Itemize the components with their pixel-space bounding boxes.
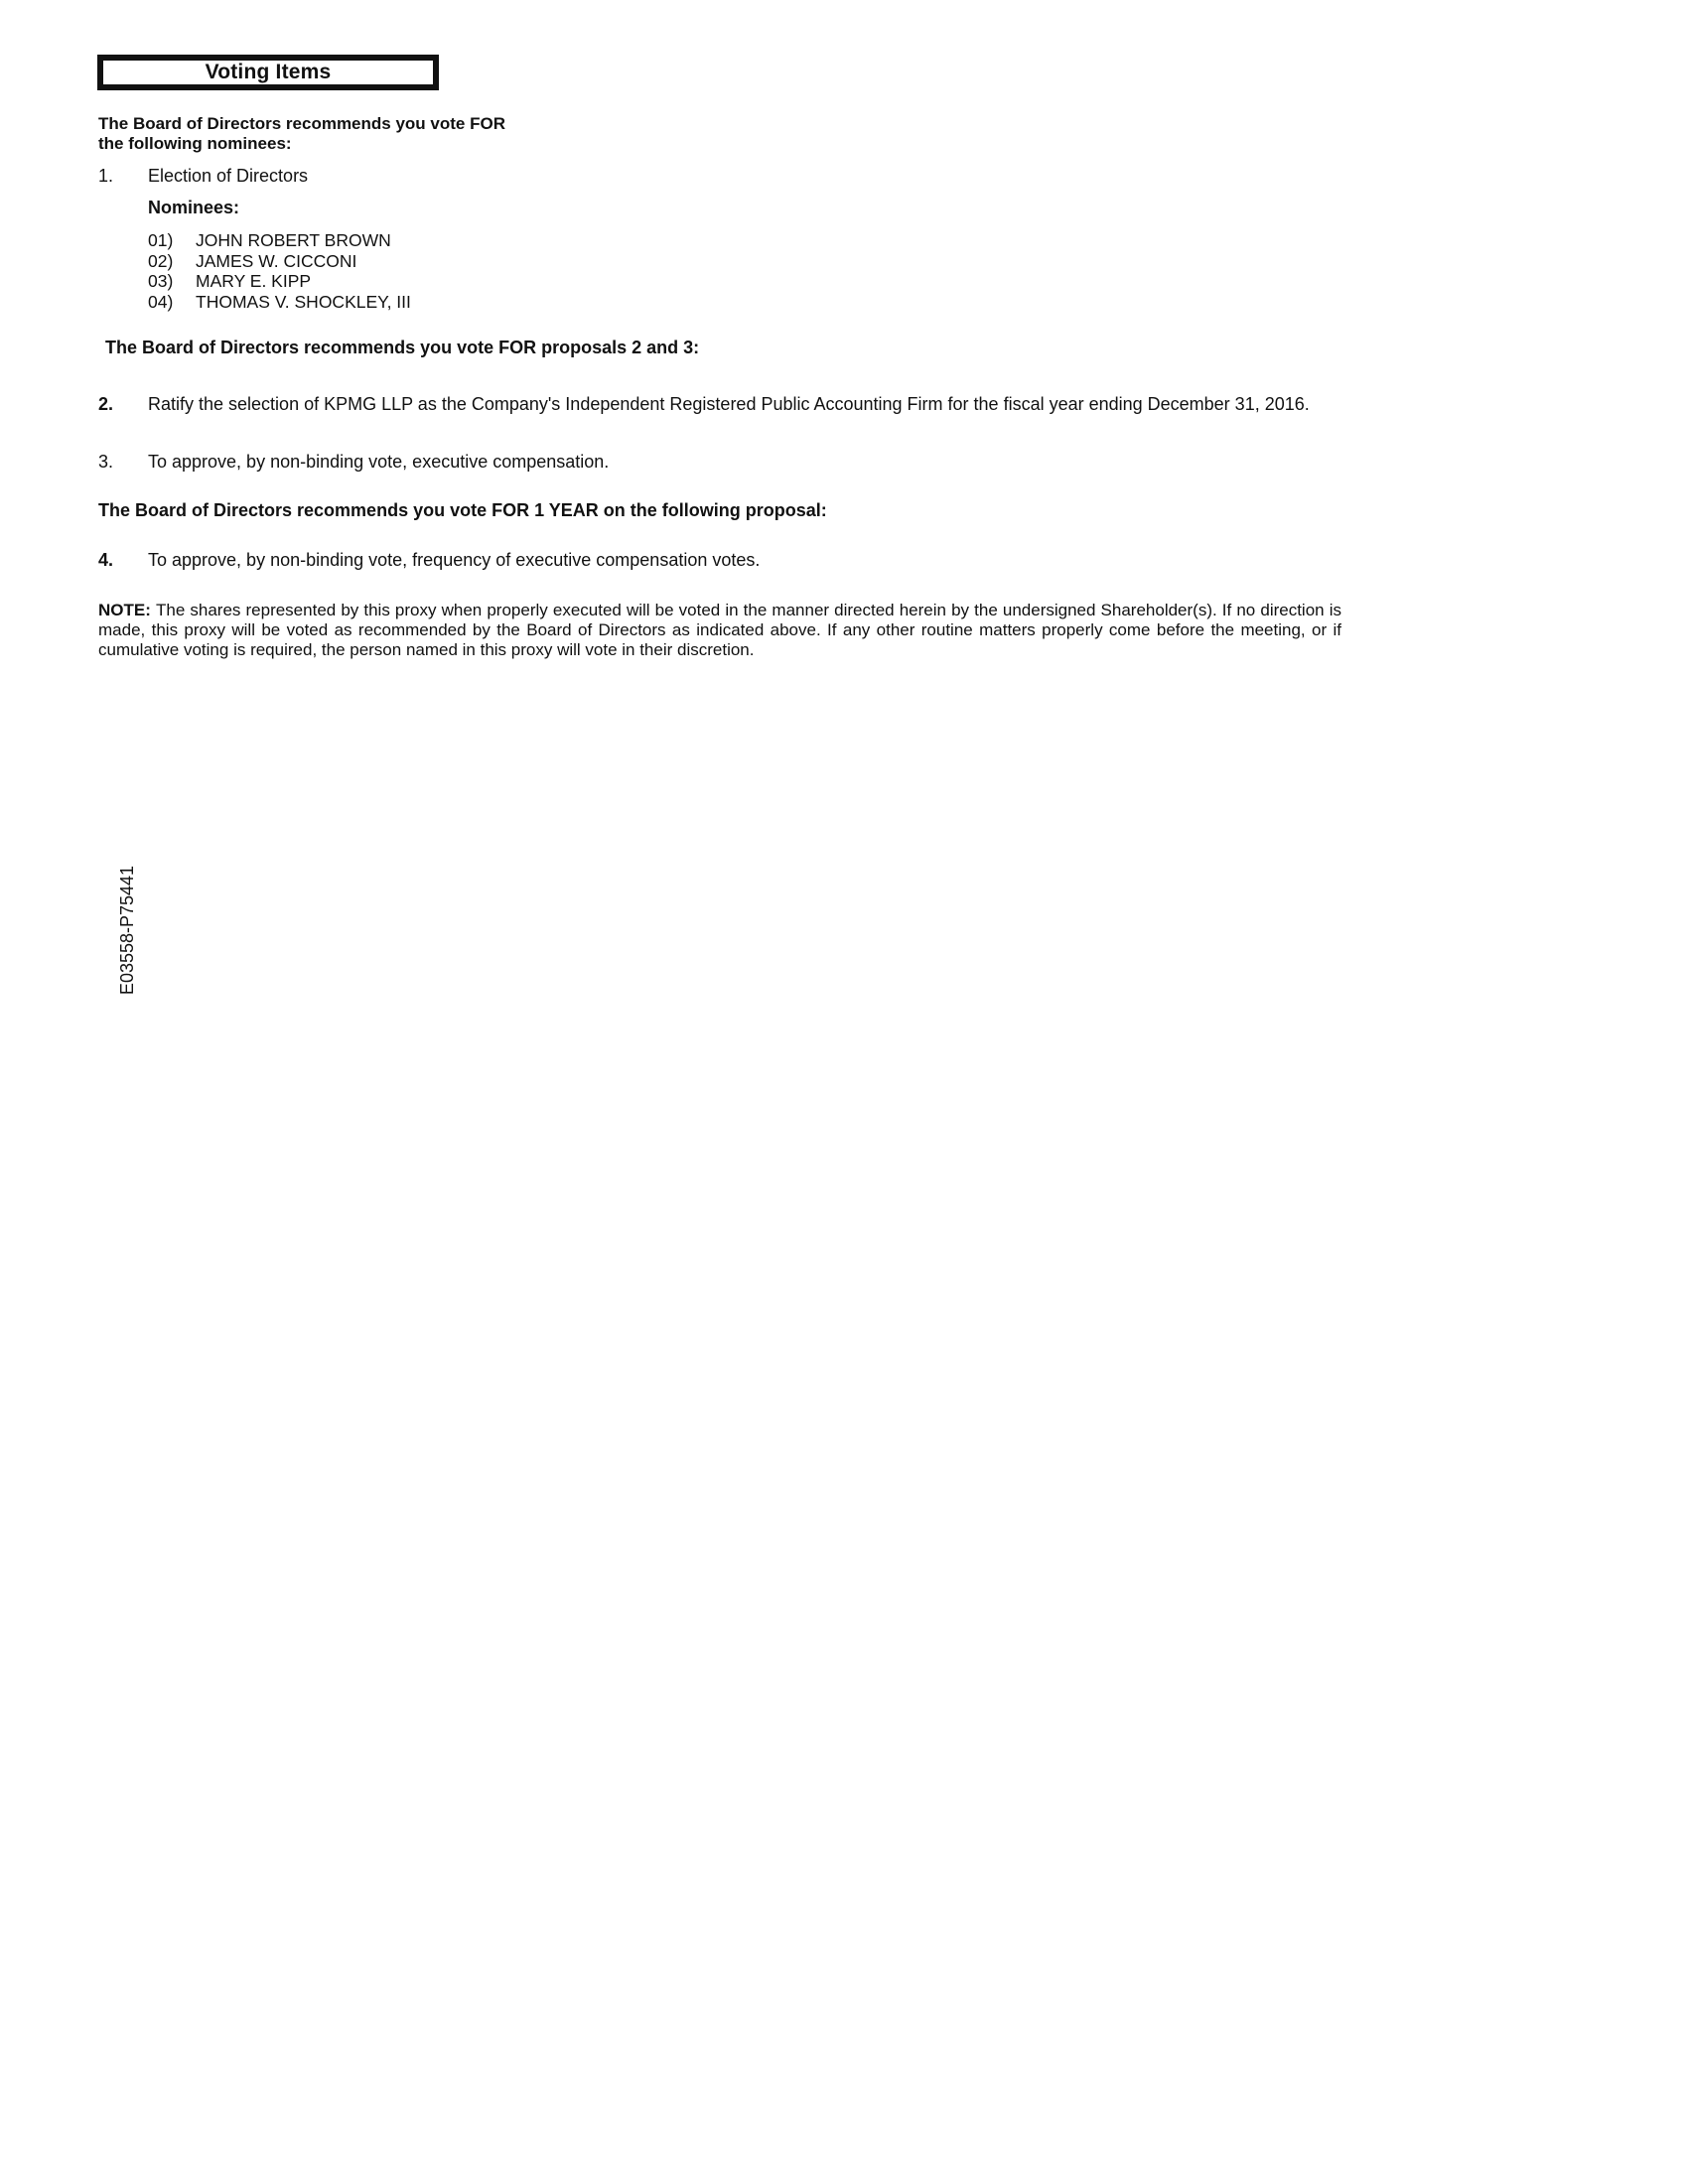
nominee-name: THOMAS V. SHOCKLEY, III [196, 291, 411, 312]
nominee-code: 03) [148, 271, 174, 291]
nominee-row [148, 251, 411, 272]
board-recommendation-frequency: The Board of Directors recommends you vote FOR 1 YEAR on the following proposal: [98, 500, 827, 520]
item-1-number: 1. [98, 166, 114, 186]
nominee-row [148, 292, 411, 313]
item-2-number: 2. [98, 394, 114, 414]
nominee-name: JOHN ROBERT BROWN [196, 230, 391, 250]
item-4-text: To approve, by non-binding vote, frequency of executive compensation votes. [148, 550, 761, 570]
nominee-row [148, 230, 411, 251]
nominee-code: 01) [148, 230, 174, 250]
nominee-row [148, 271, 411, 292]
item-3-text: To approve, by non-binding vote, executive compensation. [148, 452, 610, 472]
note-label: NOTE: [98, 601, 156, 619]
nominees-label: Nominees: [148, 198, 240, 217]
voting-items-header [97, 55, 439, 90]
item-4-number: 4. [98, 550, 114, 570]
item-1-text: Election of Directors [148, 166, 309, 186]
nominee-code: 02) [148, 250, 174, 271]
nominee-list [148, 230, 411, 312]
board-recommendation-nominees [98, 114, 505, 154]
note-text: The shares represented by this proxy when properly executed will be voted in the manner directed herein by the undersigned Shareholder(s). If no direction is made, this proxy will be voted as recommended by the Board of Directors as indicated above. If any other routine matters properly come before the meeting, or if cumulative voting is required, the person named in this proxy will vote in their discretion. [98, 601, 1341, 659]
document-control-code: E03558-P75441 [117, 865, 137, 996]
board-recommendation-proposals-2-3: The Board of Directors recommends you vote FOR proposals 2 and 3: [105, 338, 700, 357]
recommendation-line-1: The Board of Directors recommends you vote FOR [98, 114, 505, 133]
nominee-name: MARY E. KIPP [196, 271, 312, 291]
proxy-note [98, 601, 1341, 660]
nominee-name: JAMES W. CICCONI [196, 250, 357, 271]
nominee-code: 04) [148, 291, 174, 312]
item-2-text: Ratify the selection of KPMG LLP as the Company's Independent Registered Public Accounting Firm for the fiscal year ending December 31, 2016. [148, 394, 1310, 414]
voting-items-title: Voting Items [205, 61, 332, 83]
item-3-number: 3. [98, 452, 114, 472]
recommendation-line-2: the following nominees: [98, 134, 292, 153]
